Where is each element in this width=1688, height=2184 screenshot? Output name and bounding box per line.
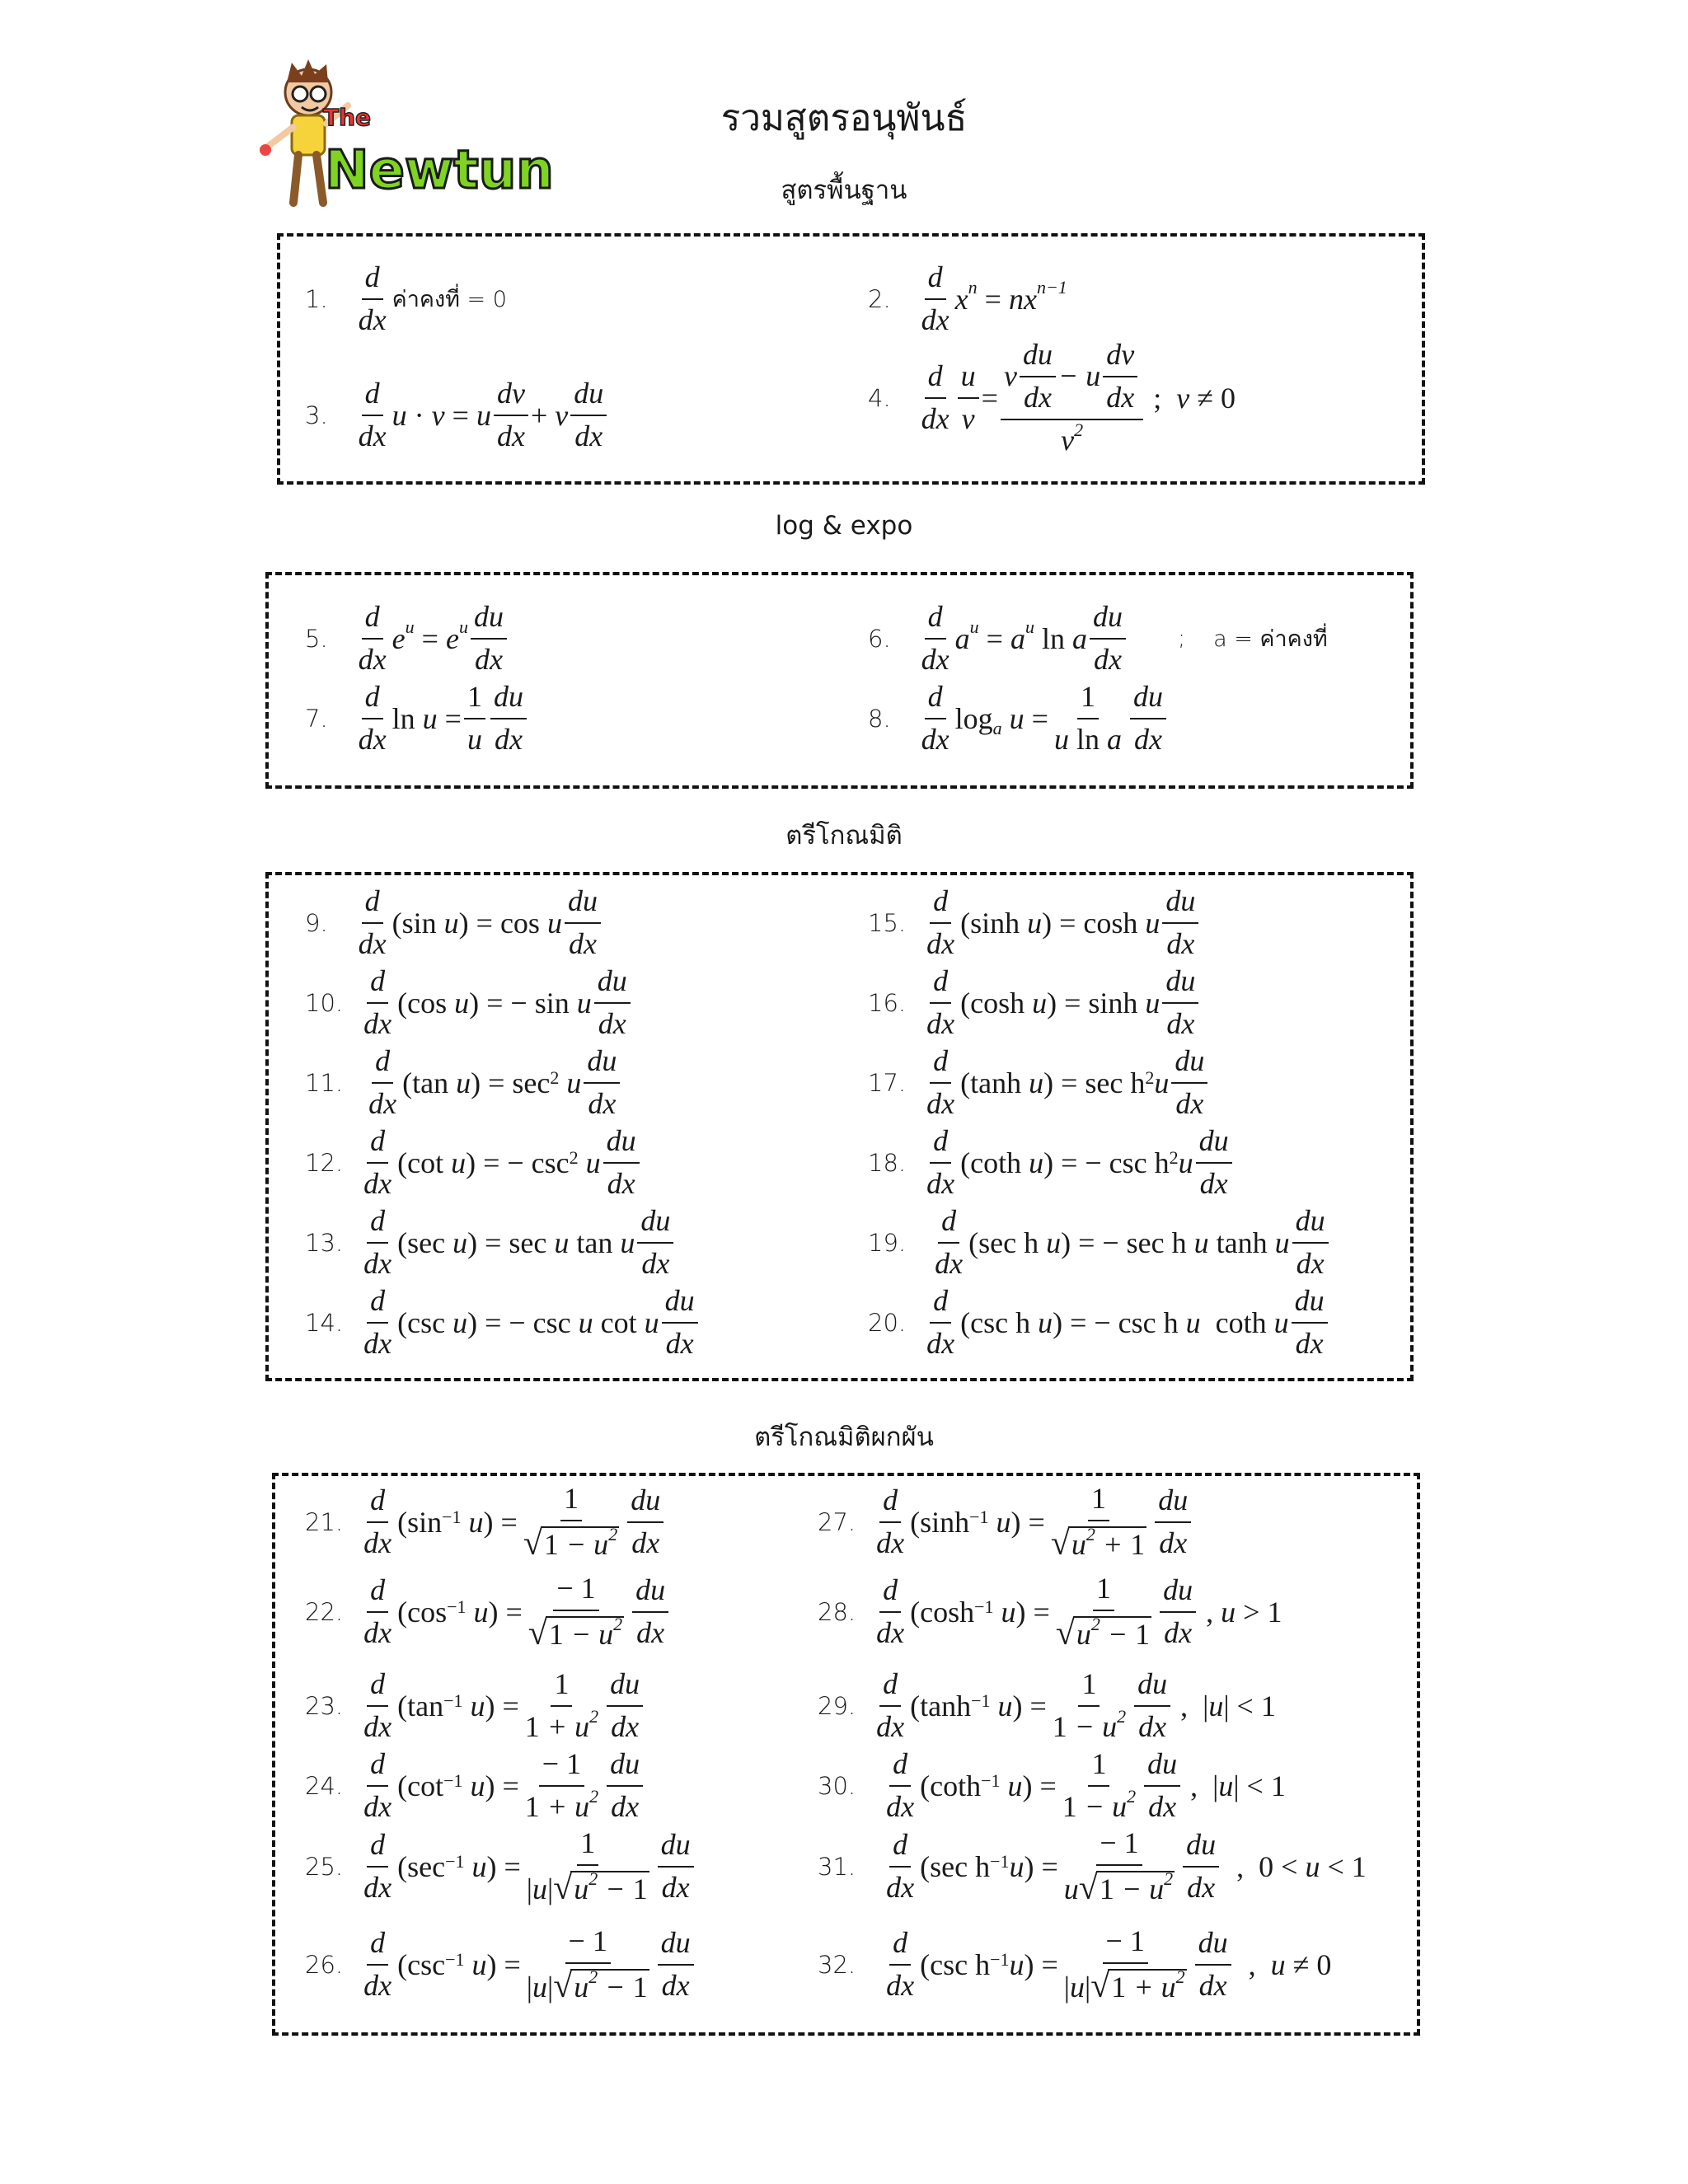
formula-17: 17. $\frac{d}{dx}$ (tanh u ) = sec h $^2$ u $\frac{du}{dx}$ xyxy=(868,1046,1210,1120)
formula-23: 23. $\frac{d}{dx}$ (tan $^{-1}$ u ) = $\frac{1}{1 + u^2}$ $\frac{du}{dx}$ xyxy=(305,1669,645,1743)
formula-2: 2. $\frac{d}{dx}$ $x^n$ = $nx^{n-1}$ xyxy=(868,260,1067,336)
formula-number: 6. xyxy=(868,624,891,653)
formula-18: 18. $\frac{d}{dx}$ (coth u ) = − csc h $^2$ u $\frac{du}{dx}$ xyxy=(868,1126,1235,1200)
formula-number: 10. xyxy=(305,988,344,1017)
formula-22: 22. $\frac{d}{dx}$ (cos $^{-1}$ u ) = − 1 √ $1 - u^2$ $\frac{du}{dx}$ xyxy=(305,1573,671,1651)
formula-number: 1. xyxy=(305,284,328,313)
const-text: ค่าคงที่ = 0 xyxy=(392,287,507,313)
formula-15: 15. $\frac{d}{dx}$ (sinh u ) = cosh u $\frac{du}{dx}$ xyxy=(868,886,1201,960)
formula-number: 9. xyxy=(305,908,328,937)
formula-number: 31. xyxy=(818,1852,856,1881)
formula-20: 20. $\frac{d}{dx}$ (csc h u ) = − csc h u coth u $\frac{du}{dx}$ xyxy=(868,1286,1330,1360)
formula-number: 11. xyxy=(305,1068,344,1097)
section-title-logexp: log & expo xyxy=(775,511,913,541)
formula-14: 14. $\frac{d}{dx}$ (csc u ) = − csc u cot u $\frac{du}{dx}$ xyxy=(305,1286,701,1360)
formula-number: 16. xyxy=(868,988,907,1017)
formula-11: 11. $\frac{d}{dx}$ (tan u ) = sec $^2$ u $\frac{du}{dx}$ xyxy=(305,1046,622,1120)
formula-number: 19. xyxy=(868,1228,907,1257)
formula-number: 27. xyxy=(818,1507,856,1536)
formula-30: 30. $\frac{d}{dx}$ (coth $^{-1}$ u ) = $\frac{1}{1 - u^2}$ $\frac{du}{dx}$ , | u | < 1 xyxy=(818,1747,1286,1823)
formula-27: 27. $\frac{d}{dx}$ (sinh $^{-1}$ u ) = 1 √ $u^2 + 1$ $\frac{du}{dx}$ xyxy=(818,1483,1193,1561)
formula-28: 28. $\frac{d}{dx}$ (cosh $^{-1}$ u ) = 1 √ $u^2 - 1$ $\frac{du}{dx}$ , u > 1 xyxy=(818,1572,1282,1652)
formula-24: 24. $\frac{d}{dx}$ (cot $^{-1}$ u ) = $\frac{- 1}{1 + u^2}$ $\frac{du}{dx}$ xyxy=(305,1749,645,1823)
formula-number: 26. xyxy=(305,1950,344,1979)
page-title: รวมสูตรอนุพันธ์ xyxy=(720,97,968,139)
formula-number: 13. xyxy=(305,1228,344,1257)
formula-3: 3. $\frac{d}{dx}$ u · v = u $\frac{dv}{dx}$ + v $\frac{du}{dx}$ xyxy=(305,378,609,452)
formula-number: 25. xyxy=(305,1852,344,1881)
logo-brand-text: Newtun xyxy=(325,140,554,201)
formula-number: 7. xyxy=(305,704,328,733)
formula-29: 29. $\frac{d}{dx}$ (tanh $^{-1}$ u ) = $\frac{1}{1 - u^2}$ $\frac{du}{dx}$ , | u | < 1 xyxy=(818,1667,1276,1743)
formula-26: 26. $\frac{d}{dx}$ (csc $^{-1}$ u ) = − 1 |u| √ $u^2 - 1$ $\frac{du}{dx}$ xyxy=(305,1926,696,2004)
formula-21: 21. $\frac{d}{dx}$ (sin $^{-1}$ u ) = 1 √ $1 - u^2$ $\frac{du}{dx}$ xyxy=(305,1483,666,1561)
formula-number: 32. xyxy=(818,1950,856,1979)
formula-31: 31. $\frac{d}{dx}$ (sec h $^{-1}$ u ) = − 1 u √ $1 - u^2$ $\frac{du}{dx}$ , 0 < u < 1 xyxy=(818,1826,1367,1907)
formula-19: 19. $\frac{d}{dx}$ (sec h u ) = − sec h u tanh u $\frac{du}{dx}$ xyxy=(868,1206,1331,1280)
formula-6: 6. $\frac{d}{dx}$ $a^u$ = $a^u$ ln a $\frac{du}{dx}$ ; a = ค่าคงที่ xyxy=(868,600,1328,676)
formula-25: 25. $\frac{d}{dx}$ (sec $^{-1}$ u ) = 1 |u| √ $u^2 - 1$ $\frac{du}{dx}$ xyxy=(305,1828,696,1905)
formula-13: 13. $\frac{d}{dx}$ (sec u ) = sec u tan u $\frac{du}{dx}$ xyxy=(305,1206,676,1280)
section-title-trig: ตรีโกณมิติ xyxy=(785,821,903,851)
formula-12: 12. $\frac{d}{dx}$ (cot u ) = − csc $^2$ u $\frac{du}{dx}$ xyxy=(305,1126,642,1200)
a-const-text: a = ค่าคงที่ xyxy=(1213,626,1328,653)
logo-the-text: The xyxy=(323,104,372,131)
formula-number: 30. xyxy=(818,1771,856,1800)
formula-number: 12. xyxy=(305,1148,344,1177)
formula-32: 32. $\frac{d}{dx}$ (csc h $^{-1}$ u ) = − 1 |u| √ $1 + u^2$ $\frac{du}{dx}$ , u ≠ 0 xyxy=(818,1924,1332,2005)
formula-number: 20. xyxy=(868,1308,907,1337)
formula-number: 15. xyxy=(868,908,907,937)
formula-number: 2. xyxy=(868,284,891,313)
section-title-invtrig: ตรีโกณมิติผกผัน xyxy=(754,1422,934,1452)
formula-number: 18. xyxy=(868,1148,907,1177)
section-title-basic: สูตรพื้นฐาน xyxy=(781,176,907,205)
formula-8: 8. $\frac{d}{dx}$ log $_a$ u = $\frac{1}{\text{u ln a}}$ $\frac{du}{dx}$ xyxy=(868,682,1169,756)
formula-16: 16. $\frac{d}{dx}$ (cosh u ) = sinh u $\frac{du}{dx}$ xyxy=(868,966,1201,1040)
formula-number: 5. xyxy=(305,624,328,653)
formula-5: 5. $\frac{d}{dx}$ $e^u$ = $e^u$ $\frac{du}{dx}$ xyxy=(305,602,509,676)
formula-number: 3. xyxy=(305,401,328,429)
formula-1: 1. $\frac{d}{dx}$ ค่าคงที่ = 0 xyxy=(305,260,507,336)
formula-9: 9. $\frac{d}{dx}$ (sin u ) = cos u $\frac{du}{dx}$ xyxy=(305,886,603,960)
formula-number: 23. xyxy=(305,1691,344,1720)
formula-number: 17. xyxy=(868,1068,907,1097)
formula-number: 22. xyxy=(305,1597,344,1626)
formula-number: 21. xyxy=(305,1507,344,1536)
formula-10: 10. $\frac{d}{dx}$ (cos u ) = − sin u $\frac{du}{dx}$ xyxy=(305,966,633,1040)
formula-number: 14. xyxy=(305,1308,344,1337)
formula-number: 4. xyxy=(868,383,891,412)
formula-number: 28. xyxy=(818,1597,856,1626)
formula-number: 29. xyxy=(818,1691,856,1720)
formula-number: 8. xyxy=(868,704,891,733)
formula-number: 24. xyxy=(305,1771,344,1800)
formula-4: 4. $\frac{d}{dx}$ $\frac{u}{v}$ = v $\frac{du}{dx}$ − u $\frac{dv}{dx}$ $v^2$ ; v ≠ 0 xyxy=(868,338,1236,457)
formula-7: 7. $\frac{d}{dx}$ ln u = $\frac{1}{u}$ $\frac{du}{dx}$ xyxy=(305,682,529,756)
